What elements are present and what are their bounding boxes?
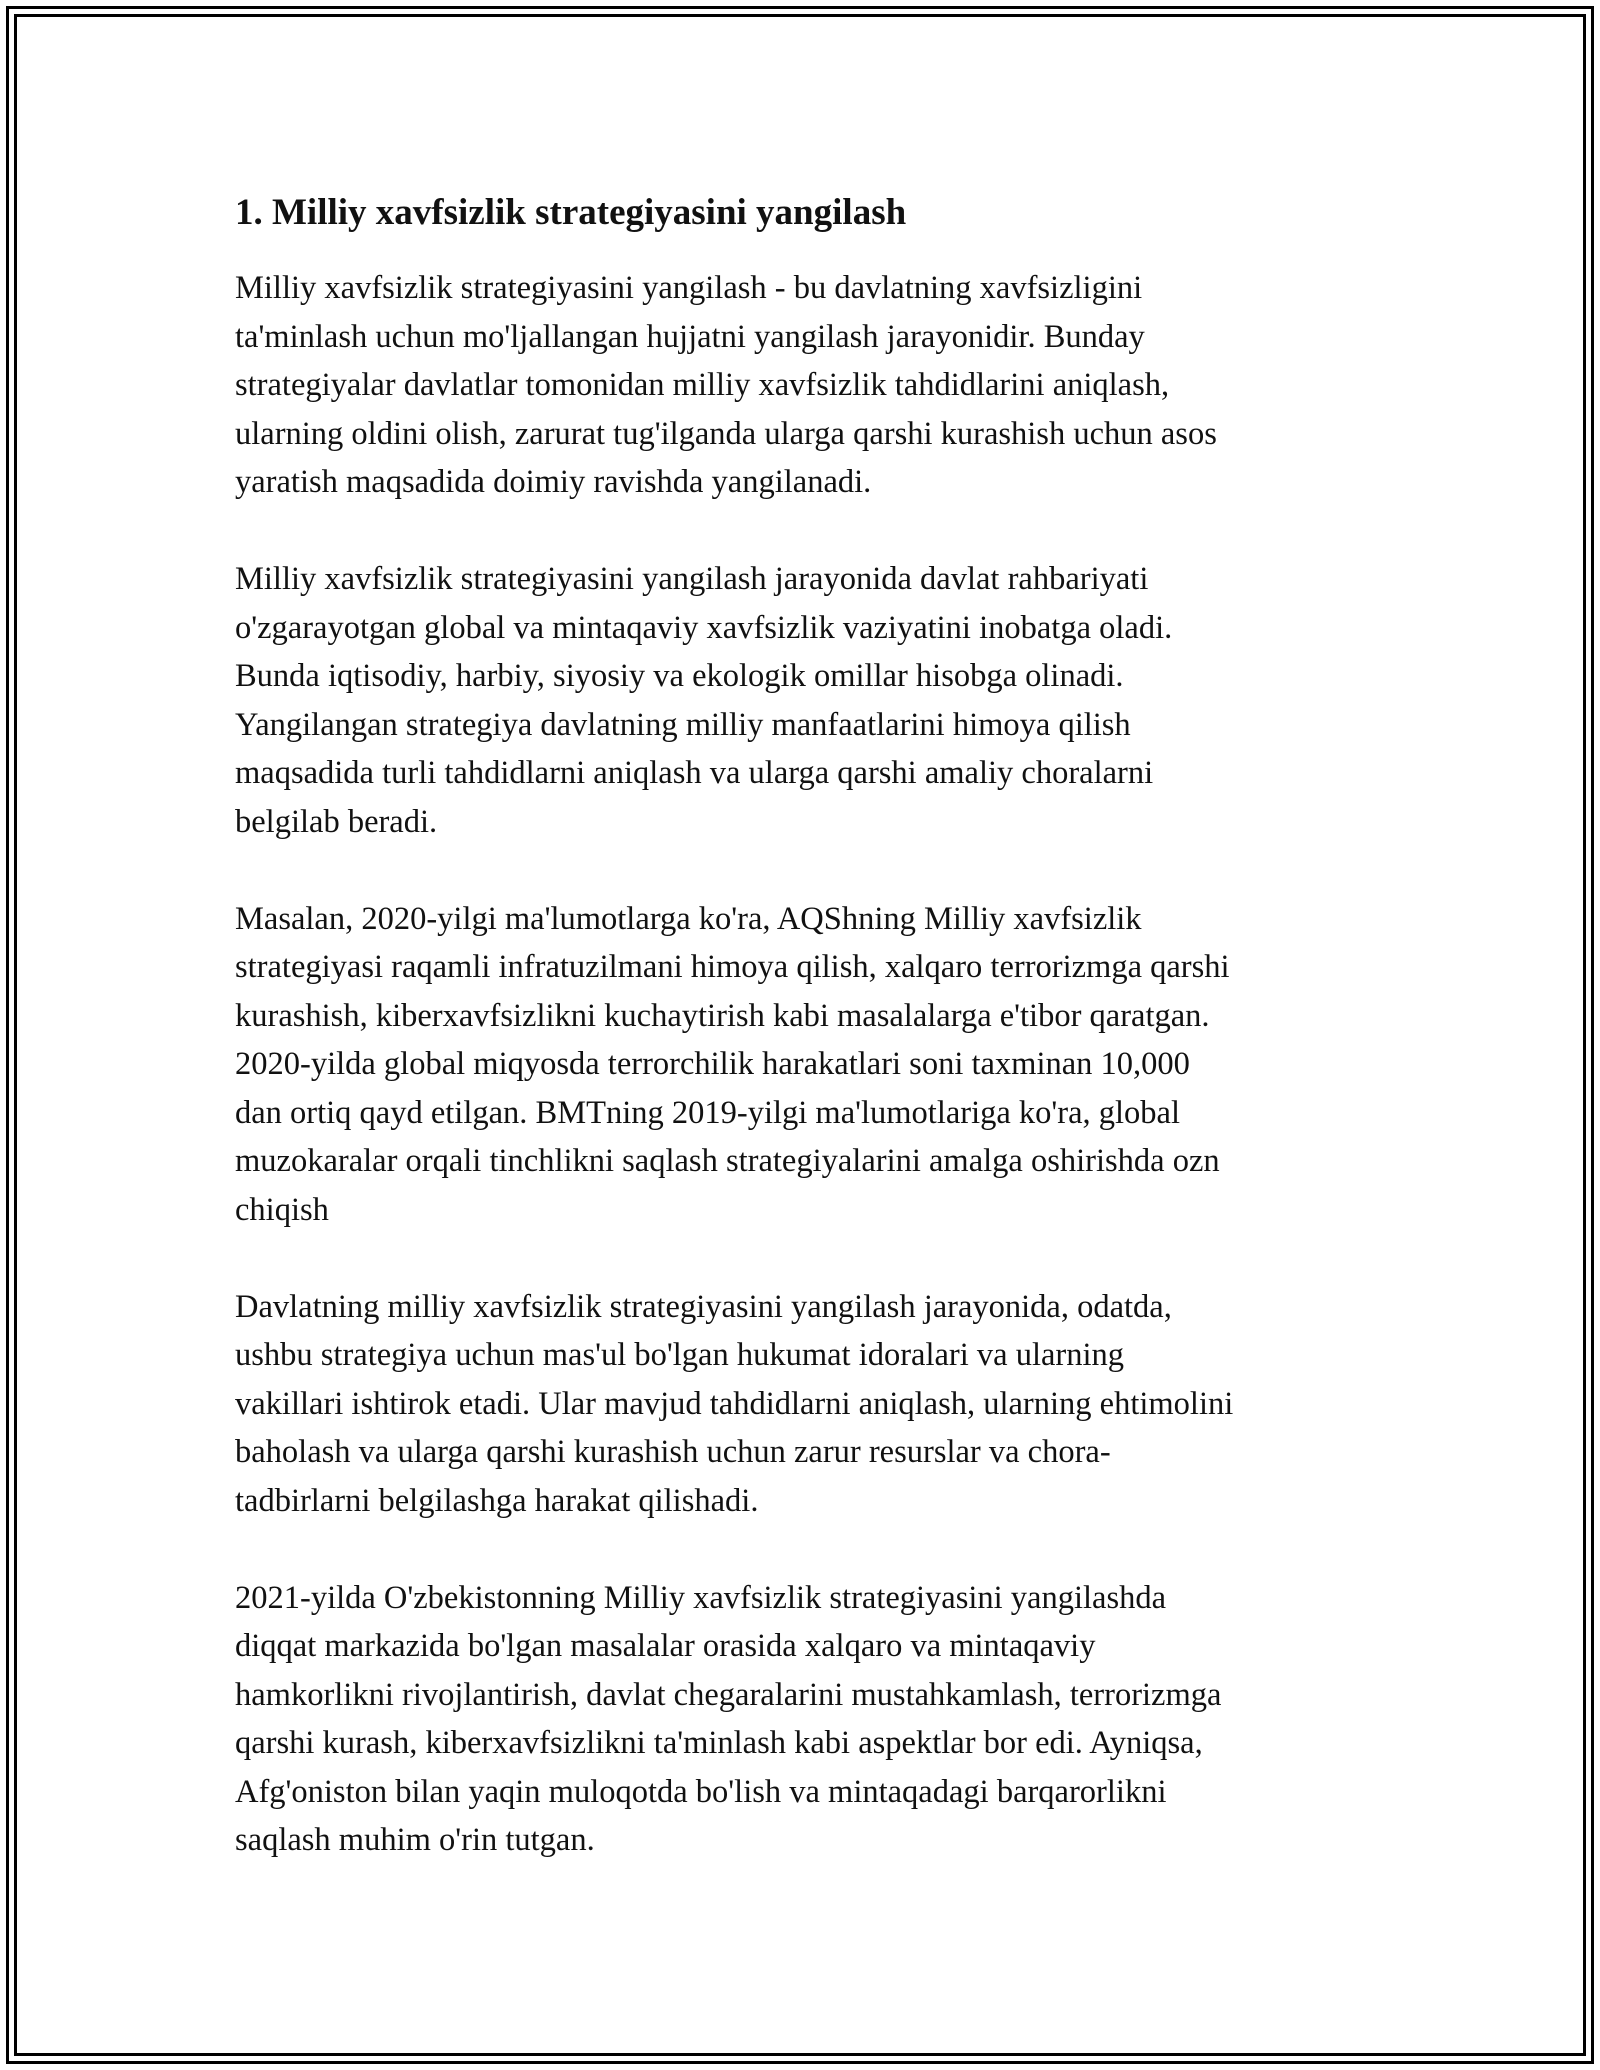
paragraph-4: Davlatning milliy xavfsizlik strategiyasini yangilash jarayonida, odatda, ushbu strategiya uchun mas'ul bo'lgan hukumat idoralari va ularning vakillari ishtirok etadi. Ular mavjud tahdidlarni aniqlash, ularning ehtimolini baholash va ularga qarshi kurashish uchun zarur resurslar va chora- tadbirlarni belgilashga harakat qilishadi. xyxy=(235,1288,1234,1519)
paragraph-2: Milliy xavfsizlik strategiyasini yangilash jarayonida davlat rahbariyati o'zgarayotgan global va mintaqaviy xavfsizlik vaziyatini inobatga oladi. Bunda iqtisodiy, harbiy, siyosiy va ekologik omillar hisobga olinadi. Yangilangan strategiya davlatning milliy manfaatlarini himoya qilish maqsadida turli tahdidlarni aniqlash va ularga qarshi amaliy choralarni belgilab beradi. xyxy=(235,561,1173,840)
paragraph-1: Milliy xavfsizlik strategiyasini yangilash - bu davlatning xavfsizligini ta'minlash uchun mo'ljallangan hujjatni yangilash jarayonidir. Bunday strategiyalar davlatlar tomonidan milliy xavfsizlik tahdidlarini aniqlash, ularning oldini olish, zarurat tug'ilganda ularga qarshi kurashish uchun asos yaratish maqsadida doimiy ravishda yangilanadi. xyxy=(235,270,1217,500)
section-heading: 1. Milliy xavfsizlik strategiyasini yangilash xyxy=(235,192,907,233)
paragraph-5: 2021-yilda O'zbekistonning Milliy xavfsizlik strategiyasini yangilashda diqqat markazida bo'lgan masalalar orasida xalqaro va mintaqaviy hamkorlikni rivojlantirish, davlat chegaralarini mustahkamlash, terrorizmga qarshi kurash, kiberxavfsizlikni ta'minlash kabi aspektlar bor edi. Ayniqsa, Afg'oniston bilan yaqin muloqotda bo'lish va mintaqadagi barqarorlikni saqlash muhim o'rin tutgan. xyxy=(235,1579,1222,1858)
document-body xyxy=(235,184,1375,1913)
paragraph-3: Masalan, 2020-yilgi ma'lumotlarga ko'ra, AQShning Milliy xavfsizlik strategiyasi raqamli infratuzilmani himoya qilish, xalqaro terrorizmga qarshi kurashish, kiberxavfsizlikni kuchaytirish kabi masalalarga e'tibor qaratgan. 2020-yilda global miqyosda terrorchilik harakatlari soni taxminan 10,000 dan ortiq qayd etilgan. BMTning 2019-yilgi ma'lumotlariga ko'ra, global muzokaralar orqali tinchlikni saqlash strategiyalarini amalga oshirishda ozn chiqish xyxy=(235,900,1230,1228)
